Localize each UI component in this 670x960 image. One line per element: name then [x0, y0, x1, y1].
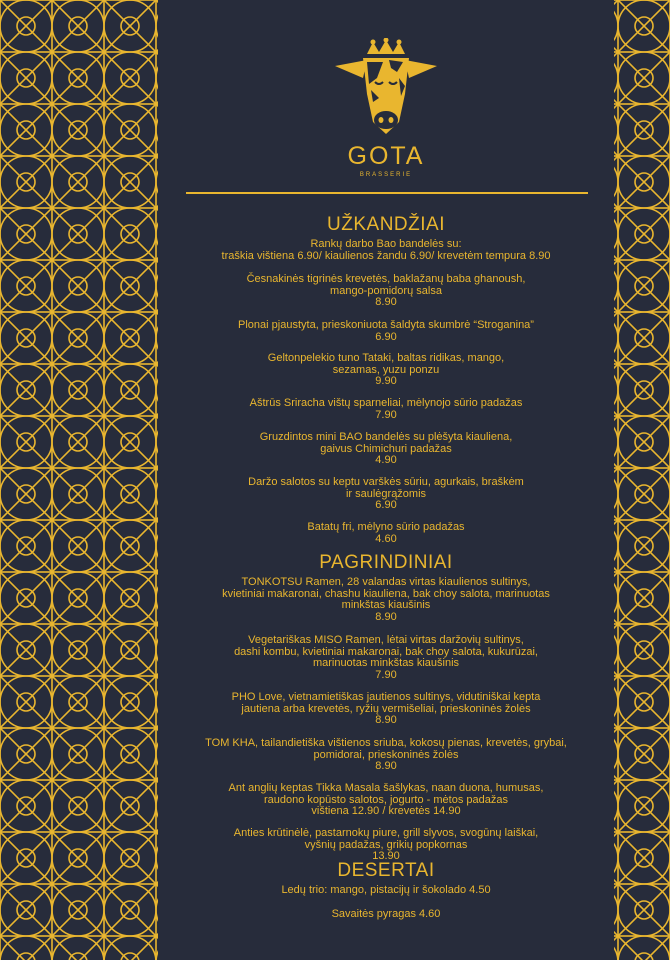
menu-item: Plonai pjaustyta, prieskoniuota šaldyta skumbrė “Stroganina” 6.90: [238, 319, 534, 343]
menu-item: Vegetariškas MISO Ramen, lėtai virtas daržovių sultinys, dashi kombu, kvietiniai makaronai, bak choy salota, kukurūzai, marinuotas minkštas kiaušinis 7.90: [234, 634, 538, 681]
menu-item: PHO Love, vietnamietiškas jautienos sultinys, vidutiniškai kepta jautiena arba krevetės, ryžių vermišeliai, prieskoninės žolės 8.90: [231, 691, 541, 726]
geometric-pattern-left: [0, 0, 158, 960]
menu-item: TOM KHA, tailandietiška vištienos sriuba, kokosų pienas, krevetės, grybai, pomidorai, prieskoninės žolės 8.90: [205, 737, 567, 772]
menu-item: Gruzdintos mini BAO bandelės su plėšyta kiauliena, gaivus Chimichuri padažas 4.90: [259, 431, 513, 466]
menu-item: Savaitės pyragas 4.60: [331, 908, 441, 920]
crowned-bull-head-icon: [333, 38, 439, 144]
menu-item: Batatų fri, mėlyno sūrio padažas 4.60: [307, 521, 465, 545]
geometric-pattern-right: [614, 0, 670, 960]
section-title-mains: PAGRINDINIAI: [319, 552, 453, 573]
menu-item: Ledų trio: mango, pistacijų ir šokolado 4.50: [281, 884, 491, 896]
section-title-desserts: DESERTAI: [337, 860, 435, 881]
menu-item: Ant anglių keptas Tikka Masala šašlykas, naan duona, humusas, raudono kopūsto salotos, jogurto - mėtos padažas vištiena 12.90 / krevetės 14.90: [228, 782, 544, 817]
menu-item: TONKOTSU Ramen, 28 valandas virtas kiaulienos sultinys, kvietiniai makaronai, chashu kiauliena, bak choy salota, marinuotas minkštas kiaušinis 8.90: [222, 576, 550, 623]
menu-item: Aštrūs Sriracha vištų sparneliai, mėlynojo sūrio padažas 7.90: [249, 397, 523, 421]
right-pattern-border: [614, 0, 670, 960]
section-title-appetizers: UŽKANDŽIAI: [327, 214, 445, 235]
menu-item: Geltonpelekio tuno Tataki, baltas ridikas, mango, sezamas, yuzu ponzu 9.90: [267, 352, 505, 387]
menu-item: Rankų darbo Bao bandelės su: traškia vištiena 6.90/ kiaulienos žandu 6.90/ krevetėm tempura 8.90: [221, 238, 551, 262]
menu-item: Česnakinės tigrinės krevetės, baklažanų baba ghanoush, mango-pomidorų salsa 8.90: [246, 273, 526, 308]
menu-panel: [158, 0, 614, 960]
menu-item: Daržo salotos su keptu varškės sūriu, agurkais, braškėm ir saulėgrąžomis 6.90: [248, 476, 524, 511]
menu-item: Anties krūtinėlė, pastarnokų piure, grill slyvos, svogūnų laiškai, vyšnių padažas, grikių popkornas 13.90: [233, 827, 539, 862]
divider-rule: [186, 192, 588, 194]
brand-name: GOTA: [347, 142, 425, 170]
left-pattern-border: [0, 0, 158, 960]
brand-subtitle: BRASSERIE: [359, 172, 413, 178]
